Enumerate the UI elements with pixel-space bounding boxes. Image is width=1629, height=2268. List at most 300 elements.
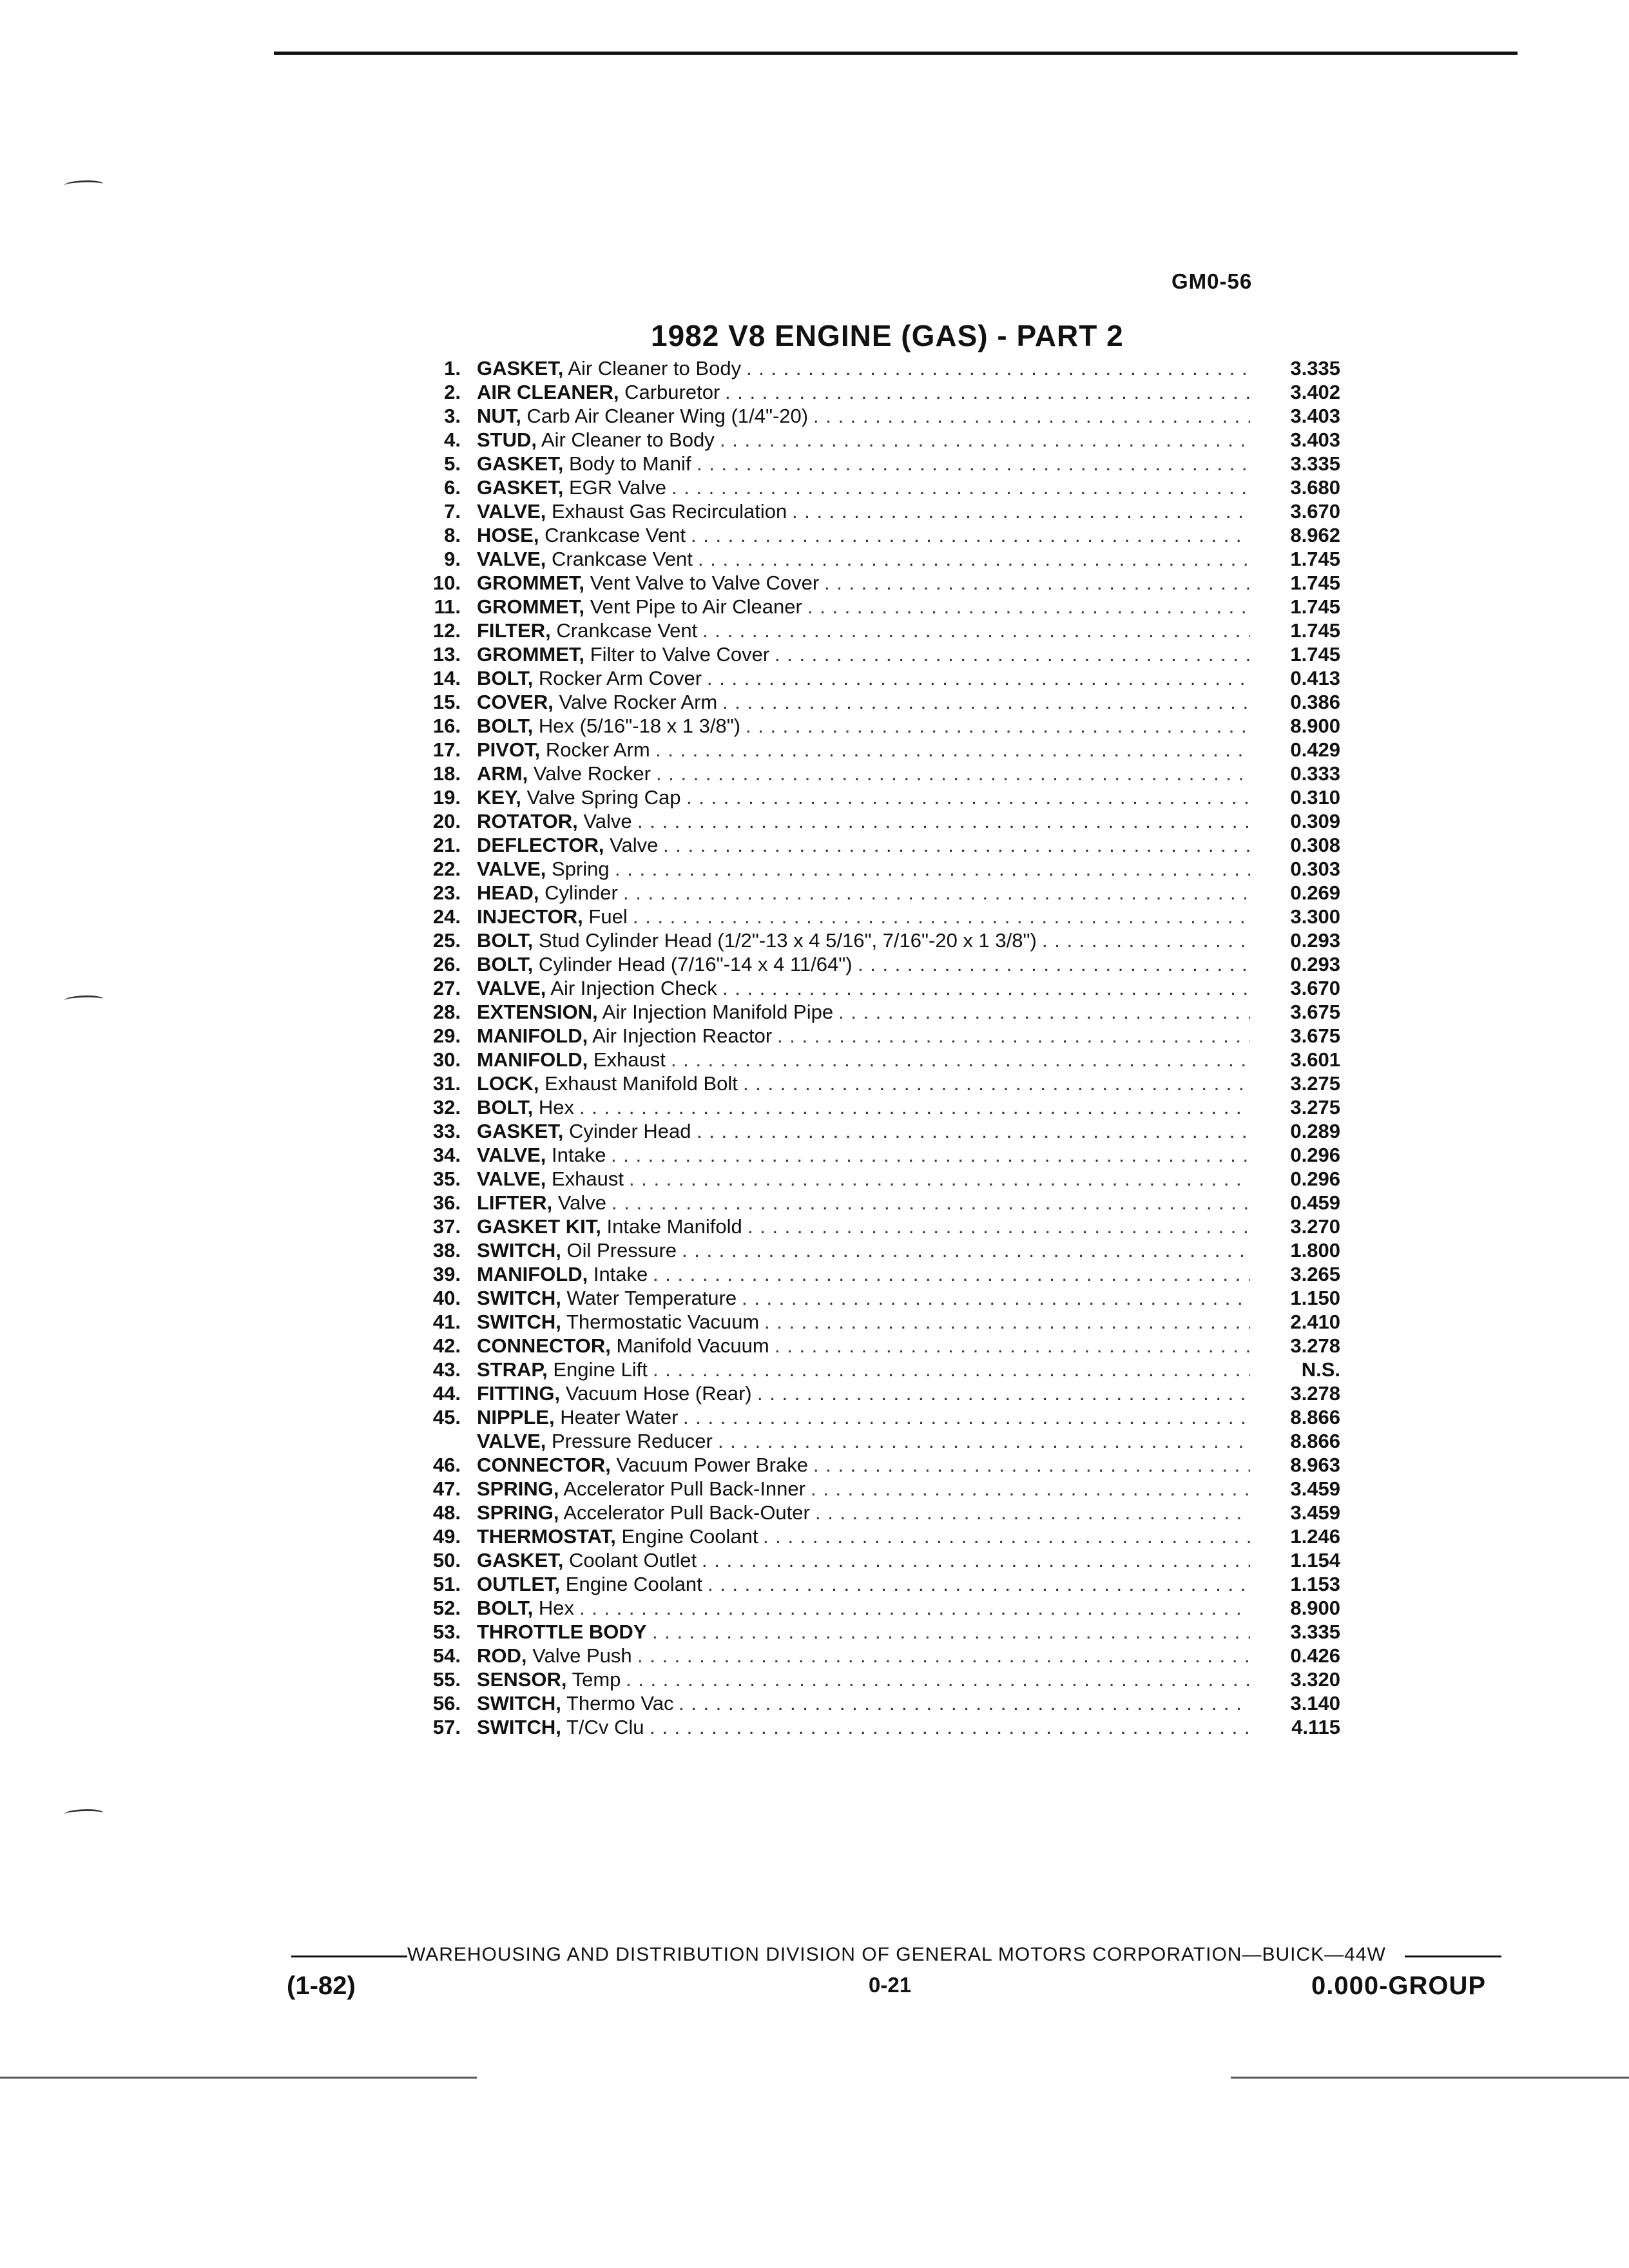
part-row (412, 499, 1379, 523)
part-group-code: 3.275 (1290, 1072, 1340, 1095)
part-row (412, 928, 1379, 952)
part-group-code: 3.680 (1290, 476, 1340, 499)
part-description (477, 1644, 1250, 1667)
part-description-text (477, 834, 663, 856)
part-description (477, 1477, 1250, 1501)
part-detail: Water Temperature (566, 1287, 737, 1309)
part-row (412, 833, 1379, 857)
part-name: PIVOT, (477, 738, 541, 761)
part-number: 42. (432, 1334, 461, 1357)
part-name: VALVE, (477, 977, 546, 999)
part-name: MANIFOLD, (477, 1263, 588, 1285)
part-description (477, 1405, 1250, 1429)
part-description-text (477, 1239, 682, 1262)
part-name: VALVE, (477, 548, 546, 570)
part-row (412, 1334, 1379, 1358)
part-group-code: 4.115 (1291, 1716, 1340, 1738)
part-row (412, 738, 1379, 762)
part-detail: Thermostatic Vacuum (566, 1311, 760, 1333)
part-group-code: 8.866 (1290, 1430, 1340, 1452)
part-group-code: 3.320 (1290, 1668, 1340, 1691)
part-detail: Crankcase Vent (545, 524, 686, 546)
part-detail: Exhaust (552, 1168, 624, 1190)
scan-mark (64, 1809, 103, 1818)
part-group-code: 0.333 (1290, 762, 1340, 785)
part-number: 20. (432, 810, 461, 832)
part-description (477, 1501, 1250, 1524)
part-name: VALVE, (477, 1168, 546, 1190)
part-detail: Vent Pipe to Air Cleaner (590, 595, 802, 618)
part-row (412, 523, 1379, 547)
part-name: GROMMET, (477, 572, 585, 594)
part-description (477, 523, 1250, 547)
part-number: 41. (432, 1311, 461, 1333)
part-number: 26. (432, 953, 461, 975)
part-description (477, 952, 1250, 976)
part-row (412, 1215, 1379, 1238)
part-row (412, 1548, 1379, 1572)
part-name: SENSOR, (477, 1668, 567, 1691)
part-description-text (477, 500, 792, 523)
part-row (412, 905, 1379, 928)
part-number: 51. (432, 1573, 461, 1595)
part-row (412, 857, 1379, 881)
part-number: 37. (432, 1215, 461, 1238)
part-row (412, 690, 1379, 714)
part-group-code: 3.278 (1290, 1382, 1340, 1405)
part-number: 13. (432, 643, 461, 666)
part-description-text (477, 452, 697, 475)
part-description (477, 642, 1250, 666)
part-detail: Valve Push (532, 1644, 632, 1667)
part-description (477, 1334, 1250, 1358)
part-row (412, 1667, 1379, 1691)
part-name: GASKET, (477, 357, 564, 380)
part-group-code: 3.275 (1290, 1096, 1340, 1119)
part-group-code: 3.335 (1290, 357, 1340, 380)
part-row (412, 1238, 1379, 1262)
part-number: 3. (444, 405, 461, 427)
part-group-code: 3.675 (1290, 1024, 1340, 1047)
part-name: BOLT, (477, 667, 534, 689)
part-detail: Exhaust Manifold Bolt (545, 1072, 738, 1095)
part-group-code: 3.335 (1290, 452, 1340, 475)
part-description-text (477, 810, 637, 832)
part-description-text (477, 1644, 637, 1667)
part-description-text (477, 572, 824, 594)
part-group-code: 3.670 (1290, 500, 1340, 523)
part-name: NUT, (477, 405, 521, 427)
part-description (477, 404, 1250, 428)
part-number: 11. (434, 595, 461, 618)
part-description (477, 1667, 1250, 1691)
part-description-text (477, 1716, 650, 1738)
part-description (477, 619, 1250, 642)
part-number: 29. (432, 1024, 461, 1047)
part-detail: Hex (538, 1096, 575, 1119)
part-row (412, 809, 1379, 833)
part-description-text (477, 1501, 815, 1524)
part-description (477, 1310, 1250, 1334)
part-row (412, 1691, 1379, 1715)
part-number: 4. (444, 428, 461, 451)
part-name: STUD, (477, 428, 537, 451)
part-row (412, 476, 1379, 499)
part-detail: Pressure Reducer (552, 1430, 713, 1452)
part-number: 48. (432, 1501, 461, 1524)
part-detail: Engine Coolant (621, 1525, 758, 1548)
part-row (412, 356, 1379, 380)
part-group-code: 8.962 (1290, 524, 1340, 546)
part-group-code: 0.293 (1290, 953, 1340, 975)
scan-edge-line (1231, 2077, 1629, 2079)
part-group-code: 0.296 (1290, 1168, 1340, 1190)
part-name: CONNECTOR, (477, 1334, 611, 1357)
part-number: 16. (432, 715, 461, 737)
part-group-code: 0.296 (1290, 1144, 1340, 1166)
part-description (477, 1072, 1250, 1095)
scan-mark (64, 180, 103, 189)
part-description-text (477, 929, 1042, 952)
part-row (412, 428, 1379, 452)
part-name: NIPPLE, (477, 1406, 555, 1428)
part-description (477, 1024, 1250, 1048)
part-detail: Vent Valve to Valve Cover (590, 572, 820, 594)
part-description-text (477, 667, 707, 689)
part-group-code: 1.745 (1290, 619, 1340, 642)
part-description-text (477, 738, 655, 761)
part-detail: Carburetor (624, 381, 720, 403)
part-row (412, 404, 1379, 428)
part-description (477, 1620, 1250, 1644)
part-row (412, 452, 1379, 476)
part-number: 49. (432, 1525, 461, 1548)
part-number: 56. (432, 1692, 461, 1715)
part-detail: Body to Manif (568, 452, 691, 475)
part-detail: T/Cv Clu (566, 1716, 644, 1738)
part-name: GASKET, (477, 1549, 564, 1571)
part-group-code: 3.675 (1290, 1001, 1340, 1023)
part-description (477, 1429, 1250, 1453)
part-row (412, 952, 1379, 976)
part-description-text (477, 1549, 702, 1571)
part-row (412, 1596, 1379, 1620)
part-group-code: 2.410 (1290, 1311, 1340, 1333)
part-detail: Thermo Vac (566, 1692, 674, 1715)
part-description (477, 547, 1250, 571)
part-description-text (477, 428, 720, 451)
part-name: OUTLET, (477, 1573, 561, 1595)
part-row (412, 1644, 1379, 1667)
part-group-code: 0.426 (1290, 1644, 1340, 1667)
part-description-text (477, 1382, 757, 1405)
part-name: HEAD, (477, 881, 539, 904)
part-group-code: 0.459 (1290, 1191, 1340, 1214)
part-row (412, 1143, 1379, 1167)
part-detail: Crankcase Vent (556, 619, 698, 642)
part-number: 5. (444, 452, 461, 475)
part-number: 32. (432, 1096, 461, 1119)
part-detail: Valve (583, 810, 632, 832)
part-row (412, 1501, 1379, 1524)
part-detail: Engine Coolant (565, 1573, 702, 1595)
part-name: ROD, (477, 1644, 527, 1667)
part-description-text (477, 476, 671, 499)
part-row (412, 1358, 1379, 1381)
part-name: SWITCH, (477, 1239, 561, 1262)
part-group-code: 0.309 (1290, 810, 1340, 832)
part-detail: Vacuum Power Brake (616, 1454, 808, 1476)
part-detail: Hex (5/16"-18 x 1 3/8") (538, 715, 741, 737)
part-number: 34. (432, 1144, 461, 1166)
part-name: THROTTLE BODY (477, 1620, 647, 1643)
part-detail: Air Cleaner to Body (541, 428, 715, 451)
part-description-text (477, 1573, 708, 1595)
part-row (412, 642, 1379, 666)
part-name: FILTER, (477, 619, 551, 642)
part-group-code: 3.270 (1290, 1215, 1340, 1238)
part-detail: Cylinder Head (7/16"-14 x 4 11/64") (538, 953, 853, 975)
part-number: 2. (444, 381, 461, 403)
part-row (412, 1524, 1379, 1548)
part-description-text (477, 405, 813, 427)
part-number: 8. (444, 524, 461, 546)
part-description (477, 1143, 1250, 1167)
part-number: 38. (432, 1239, 461, 1262)
part-description (477, 1715, 1250, 1739)
part-name: GASKET, (477, 452, 564, 475)
part-name: LOCK, (477, 1072, 539, 1095)
part-detail: Hex (538, 1597, 575, 1619)
part-description-text (477, 1525, 763, 1548)
part-description-text (477, 1024, 777, 1047)
part-name: MANIFOLD, (477, 1024, 588, 1047)
part-number: 43. (432, 1358, 461, 1381)
part-description (477, 905, 1250, 928)
part-description-text (477, 1406, 683, 1428)
part-description-text (477, 858, 615, 880)
part-detail: Coolant Outlet (568, 1549, 697, 1571)
part-description-text (477, 977, 722, 999)
part-row (412, 1405, 1379, 1429)
part-name: SPRING, (477, 1477, 559, 1500)
part-description (477, 1596, 1250, 1620)
part-name: ROTATOR, (477, 810, 578, 832)
part-detail: Heater Water (560, 1406, 679, 1428)
part-row (412, 571, 1379, 595)
part-name: VALVE, (477, 858, 546, 880)
scan-mark (64, 995, 103, 1004)
part-number: 9. (444, 548, 461, 570)
part-description-text (477, 881, 623, 904)
part-number: 7. (444, 500, 461, 523)
part-description-text (477, 1072, 743, 1095)
part-description (477, 356, 1250, 380)
part-number: 15. (432, 691, 461, 713)
part-name: COVER, (477, 691, 554, 713)
part-group-code: 1.745 (1290, 643, 1340, 666)
part-row (412, 785, 1379, 809)
part-description (477, 499, 1250, 523)
part-group-code: 1.154 (1290, 1549, 1340, 1571)
part-detail: Accelerator Pull Back-Outer (563, 1501, 810, 1524)
part-group-code: 1.800 (1290, 1239, 1340, 1262)
part-description (477, 428, 1250, 452)
footer-date: (1-82) (287, 1972, 356, 2000)
part-name: BOLT, (477, 1096, 534, 1119)
part-description-text (477, 1430, 718, 1452)
catalog-code: GM0-56 (1171, 269, 1253, 293)
part-group-code: 3.278 (1290, 1334, 1340, 1357)
part-description (477, 1238, 1250, 1262)
part-detail: Rocker Arm (545, 738, 650, 761)
part-number: 27. (432, 977, 461, 999)
part-number: 21. (432, 834, 461, 856)
part-row (412, 976, 1379, 1000)
part-description (477, 1119, 1250, 1143)
part-name: VALVE, (477, 1430, 546, 1452)
part-description (477, 1453, 1250, 1477)
part-number: 47. (432, 1477, 461, 1500)
part-group-code: 1.246 (1290, 1525, 1340, 1548)
part-description-text (477, 1287, 742, 1309)
part-description-text (477, 1096, 579, 1119)
part-number: 6. (444, 476, 461, 499)
footer-rule (291, 1956, 407, 1957)
part-group-code: 0.429 (1290, 738, 1340, 761)
part-description-text (477, 1334, 775, 1357)
part-detail: Temp (572, 1668, 621, 1691)
part-number: 17. (432, 738, 461, 761)
part-description-text (477, 1620, 652, 1643)
part-group-code: 8.963 (1290, 1454, 1340, 1476)
part-number: 53. (432, 1620, 461, 1643)
part-description-text (477, 1311, 764, 1333)
part-row (412, 1000, 1379, 1024)
part-number: 14. (432, 667, 461, 689)
part-description-text (477, 1597, 579, 1619)
part-description-text (477, 1001, 838, 1023)
part-description-text (477, 643, 775, 666)
part-number: 19. (432, 786, 461, 809)
part-number: 23. (432, 881, 461, 904)
part-number: 33. (432, 1120, 461, 1142)
scan-edge-line (0, 2077, 477, 2079)
part-row (412, 1381, 1379, 1405)
part-detail: EGR Valve (568, 476, 667, 499)
part-name: BOLT, (477, 953, 534, 975)
part-number: 52. (432, 1597, 461, 1619)
part-row (412, 595, 1379, 619)
part-detail: Cylinder (545, 881, 618, 904)
part-detail: Manifold Vacuum (616, 1334, 769, 1357)
part-group-code: 0.310 (1290, 786, 1340, 809)
part-description (477, 714, 1250, 738)
part-description-text (477, 953, 858, 975)
part-group-code: 3.335 (1290, 1620, 1340, 1643)
part-detail: Rocker Arm Cover (538, 667, 702, 689)
part-description (477, 738, 1250, 762)
part-number: 30. (432, 1048, 461, 1071)
part-row (412, 1191, 1379, 1215)
part-name: GROMMET, (477, 595, 585, 618)
part-description (477, 1572, 1250, 1596)
part-group-code: 3.459 (1290, 1501, 1340, 1524)
part-row (412, 1167, 1379, 1191)
part-name: HOSE, (477, 524, 539, 546)
part-name: GROMMET, (477, 643, 585, 666)
part-row (412, 1048, 1379, 1072)
part-detail: Intake Manifold (606, 1215, 742, 1238)
part-group-code: 3.459 (1290, 1477, 1340, 1500)
part-description (477, 690, 1250, 714)
part-description-text (477, 381, 725, 403)
part-number: 44. (432, 1382, 461, 1405)
part-name: SWITCH, (477, 1692, 561, 1715)
part-name: BOLT, (477, 1597, 534, 1619)
part-description (477, 833, 1250, 857)
part-detail: Valve Rocker Arm (559, 691, 718, 713)
part-detail: Valve Spring Cap (526, 786, 681, 809)
part-name: ARM, (477, 762, 528, 785)
part-description (477, 1381, 1250, 1405)
part-description (477, 666, 1250, 690)
part-name: STRAP, (477, 1358, 548, 1381)
part-description-text (477, 1263, 653, 1285)
part-row (412, 1286, 1379, 1310)
part-number: 31. (432, 1072, 461, 1095)
part-description (477, 1095, 1250, 1119)
part-number: 54. (432, 1644, 461, 1667)
part-number: 12. (432, 619, 461, 642)
part-group-code: 0.293 (1290, 929, 1340, 952)
part-detail: Valve (557, 1191, 606, 1214)
part-description-text (477, 524, 691, 546)
part-number: 18. (432, 762, 461, 785)
part-description (477, 1191, 1250, 1215)
part-group-code: 0.269 (1290, 881, 1340, 904)
part-description (477, 1286, 1250, 1310)
part-detail: Valve Rocker (533, 762, 651, 785)
part-description-text (477, 691, 722, 713)
part-description (477, 928, 1250, 952)
footer-rule (1405, 1956, 1501, 1957)
part-number: 35. (432, 1168, 461, 1190)
part-group-code: 0.413 (1290, 667, 1340, 689)
part-group-code: 1.153 (1290, 1573, 1340, 1595)
part-group-code: N.S. (1301, 1358, 1340, 1381)
top-rule (274, 52, 1518, 55)
part-description (477, 762, 1250, 785)
part-description-text (477, 1144, 611, 1166)
part-detail: Crankcase Vent (552, 548, 693, 570)
part-description (477, 881, 1250, 905)
part-detail: Vacuum Hose (Rear) (565, 1382, 752, 1405)
part-name: SPRING, (477, 1501, 559, 1524)
part-row (412, 1715, 1379, 1739)
part-name: GASKET, (477, 476, 564, 499)
part-detail: Filter to Valve Cover (590, 643, 770, 666)
part-number: 39. (432, 1263, 461, 1285)
part-description-text (477, 357, 746, 380)
part-description (477, 380, 1250, 404)
part-number: 28. (432, 1001, 461, 1023)
part-description (477, 1167, 1250, 1191)
part-detail: Intake (552, 1144, 606, 1166)
part-description-text (477, 1191, 612, 1214)
part-detail: Oil Pressure (566, 1239, 677, 1262)
part-description-text (477, 905, 633, 928)
